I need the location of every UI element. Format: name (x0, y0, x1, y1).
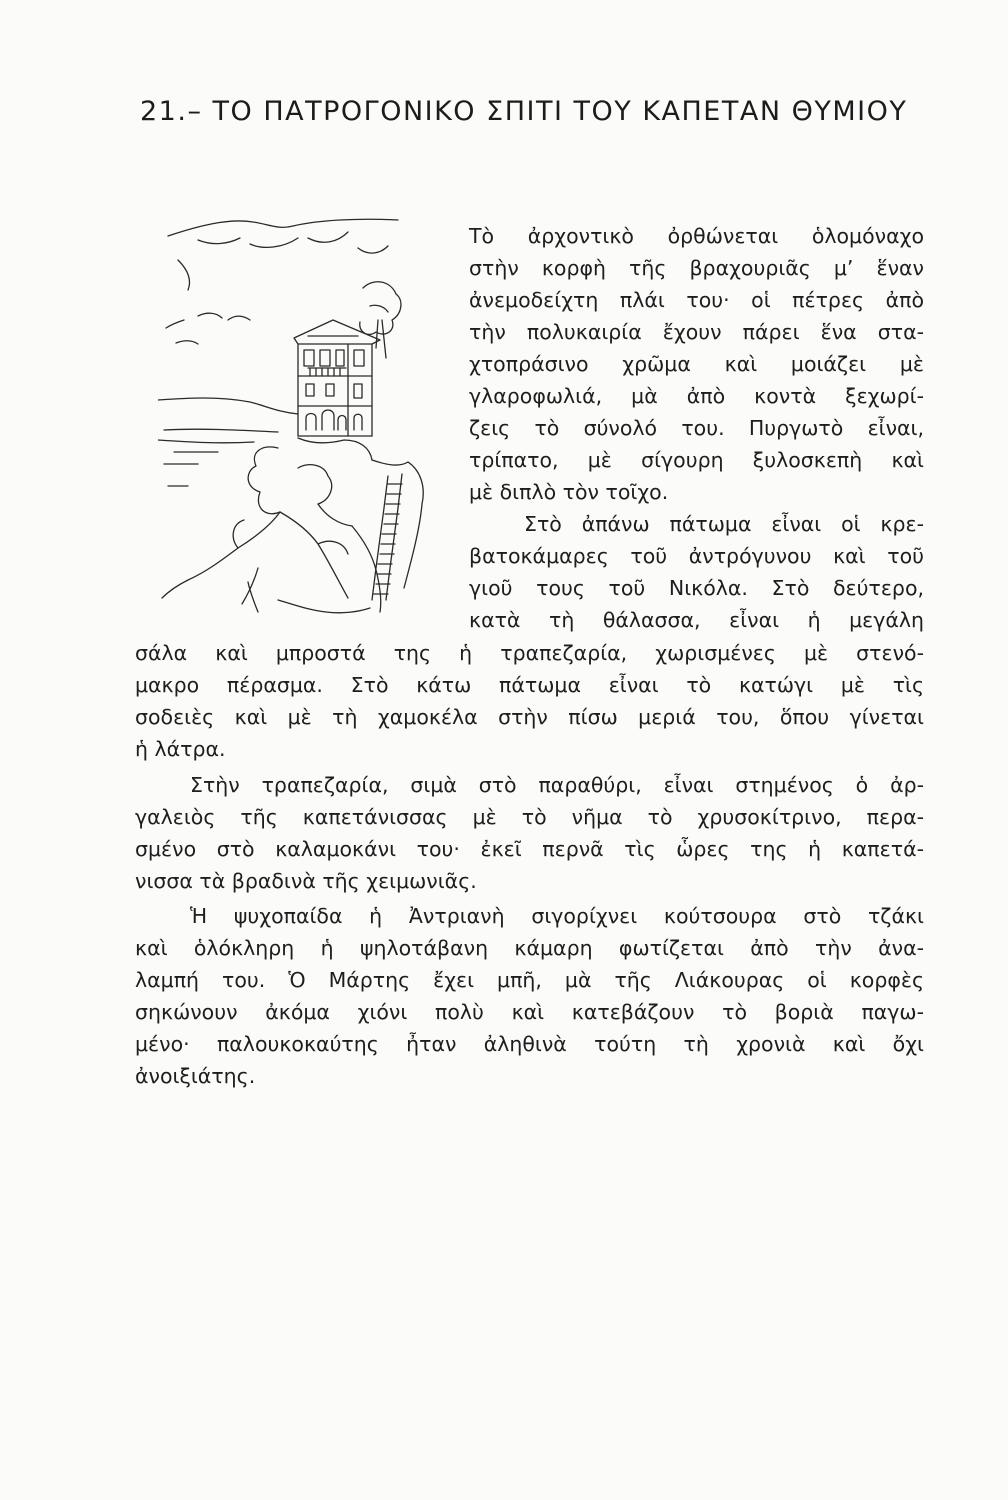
body-line: κατὰ τὴ θάλασσα, εἶναι ἡ μεγάλη (469, 608, 924, 632)
body-line: λαμπή του. Ὁ Μάρτης ἔχει μπῆ, μὰ τῆς Λιάκουρας οἱ κορφὲς (135, 968, 924, 992)
body-line: μένο· παλουκοκαύτης ἦταν ἀληθινὰ τούτη τὴ χρονιὰ καὶ ὄχι (135, 1032, 924, 1056)
body-line: γιοῦ τους τοῦ Νικόλα. Στὸ δεύτερο, (469, 576, 924, 600)
body-line: μὲ διπλὸ τὸν τοῖχο. (469, 480, 669, 504)
body-line: ἀνοιξιάτης. (135, 1064, 256, 1088)
body-line: ἀνεμοδείχτη πλάι του· οἱ πέτρες ἀπὸ (469, 288, 924, 312)
body-line: σοδειὲς καὶ μὲ τὴ χαμοκέλα στὴν πίσω μεριά του, ὅπου γίνεται (135, 705, 924, 729)
body-line: Στὴν τραπεζαρία, σιμὰ στὸ παραθύρι, εἶναι στημένος ὁ ἀρ- (190, 773, 924, 797)
body-line: νισσα τὰ βραδινὰ τῆς χειμωνιᾶς. (135, 869, 477, 893)
body-line: γαλειὸς τῆς καπετάνισσας μὲ τὸ νῆμα τὸ χρυσοκίτρινο, περα- (135, 805, 924, 829)
chapter-title: 21.– ΤΟ ΠΑΤΡΟΓΟΝΙΚΟ ΣΠΙΤΙ ΤΟΥ ΚΑΠΕΤΑΝ ΘΥΜΙΟΥ (140, 96, 908, 127)
body-line: Τὸ ἀρχοντικὸ ὀρθώνεται ὁλομόναχο (469, 224, 924, 248)
body-line: τρίπατο, μὲ σίγουρη ξυλοσκεπὴ καὶ (469, 448, 924, 472)
body-line: γλαροφωλιά, μὰ ἀπὸ κοντὰ ξεχωρί- (469, 384, 924, 408)
body-line: βατοκάμαρες τοῦ ἀντρόγυνου καὶ τοῦ (469, 544, 924, 568)
body-line: χτοπράσινο χρῶμα καὶ μοιάζει μὲ (469, 352, 924, 376)
body-line: Στὸ ἀπάνω πάτωμα εἶναι οἱ κρε- (524, 512, 924, 536)
body-line: ζεις τὸ σύνολό του. Πυργωτὸ εἶναι, (469, 416, 924, 440)
body-line: τὴν πολυκαιρία ἔχουν πάρει ἕνα στα- (469, 320, 924, 344)
body-line: σμένο στὸ καλαμοκάνι του· ἐκεῖ περνᾶ τὶς ὧρες της ἡ καπετά- (135, 837, 924, 861)
body-line: ἡ λάτρα. (135, 737, 226, 761)
body-line: στὴν κορφὴ τῆς βραχουριᾶς μ’ ἕναν (469, 256, 924, 280)
body-line: Ἡ ψυχοπαίδα ἡ Ἀντριανὴ σιγορίχνει κούτσουρα στὸ τζάκι (190, 904, 924, 928)
body-line: σάλα καὶ μπροστά της ἡ τραπεζαρία, χωρισμένες μὲ στενό- (135, 641, 924, 665)
body-line: σηκώνουν ἀκόμα χιόνι πολὺ καὶ κατεβάζουν τὸ βοριὰ παγω- (135, 1000, 924, 1024)
body-line: καὶ ὁλόκληρη ἡ ψηλοτάβανη κάμαρη φωτίζεται ἀπὸ τὴν ἀνα- (135, 936, 924, 960)
body-line: μακρο πέρασμα. Στὸ κάτω πάτωμα εἶναι τὸ κατώγι μὲ τὶς (135, 673, 924, 697)
